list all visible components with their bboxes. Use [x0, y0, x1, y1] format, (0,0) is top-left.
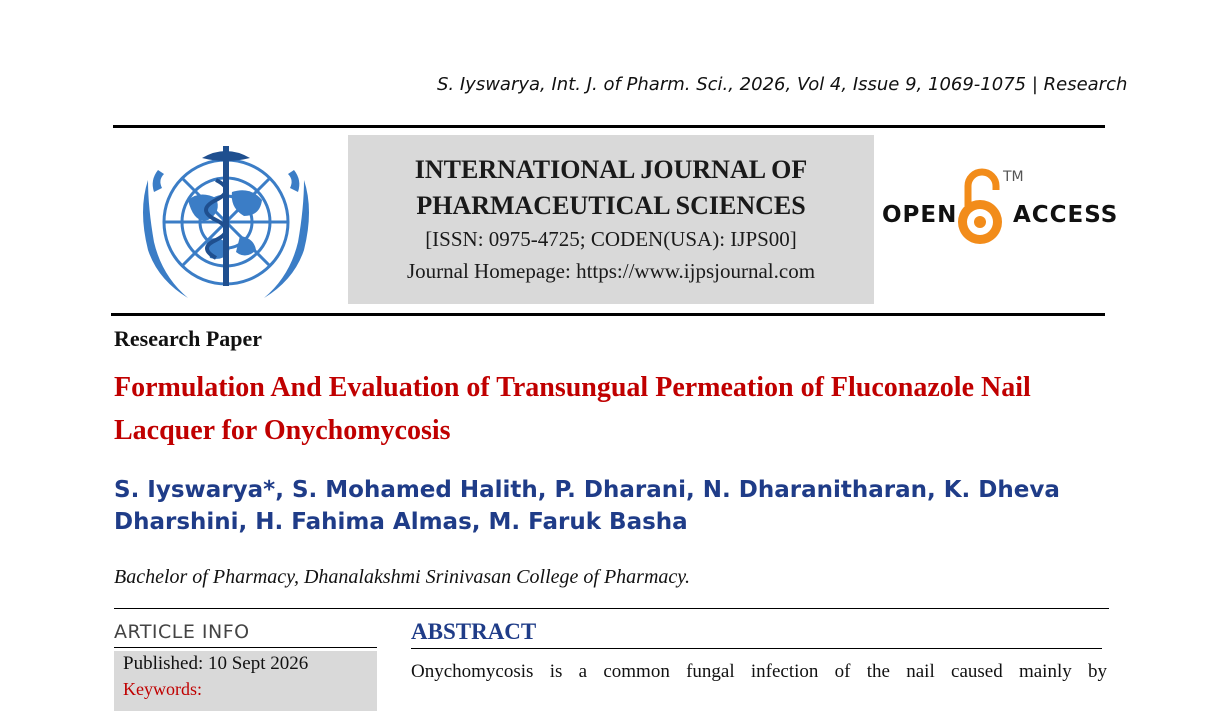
banner-bottom-rule [111, 313, 1105, 316]
journal-emblem-logo [128, 140, 324, 306]
section-divider [114, 608, 1109, 609]
abstract-heading: ABSTRACT [411, 619, 537, 644]
journal-name-line1: INTERNATIONAL JOURNAL OF [414, 155, 808, 184]
open-access-open-text: OPEN [882, 202, 958, 228]
open-access-access-text: ACCESS [1013, 202, 1119, 228]
abstract-text: Onychomycosis is a common fungal infection of the nail caused mainly by [411, 661, 1107, 682]
journal-identifiers: [ISSN: 0975-4725; CODEN(USA): IJPS00] [425, 227, 797, 251]
keywords-label: Keywords: [123, 679, 202, 699]
journal-homepage[interactable]: Journal Homepage: https://www.ijpsjournal.com [406, 259, 816, 283]
open-lock-icon [954, 166, 1006, 250]
article-type: Research Paper [114, 326, 263, 351]
article-info-rule [114, 647, 377, 648]
top-rule [113, 125, 1105, 128]
article-title: Formulation And Evaluation of Transungual Permeation of Fluconazole Nail Lacquer for Onychomycosis [114, 372, 1031, 446]
article-info-heading: ARTICLE INFO [114, 621, 250, 643]
trademark-mark: TM [1003, 169, 1024, 185]
abstract-rule [411, 648, 1102, 649]
affiliation: Bachelor of Pharmacy, Dhanalakshmi Srinivasan College of Pharmacy. [114, 566, 691, 588]
running-header: S. Iyswarya, Int. J. of Pharm. Sci., 2026, Vol 4, Issue 9, 1069-1075 | Research [437, 74, 1128, 95]
author-list: S. Iyswarya*, S. Mohamed Halith, P. Dharani, N. Dharanitharan, K. Dheva Dharshini, H. Fahima Almas, M. Faruk Basha [114, 477, 1060, 535]
journal-name-line2: PHARMACEUTICAL SCIENCES [416, 191, 806, 220]
journal-name [348, 152, 874, 224]
published-date: Published: 10 Sept 2026 [123, 653, 309, 674]
